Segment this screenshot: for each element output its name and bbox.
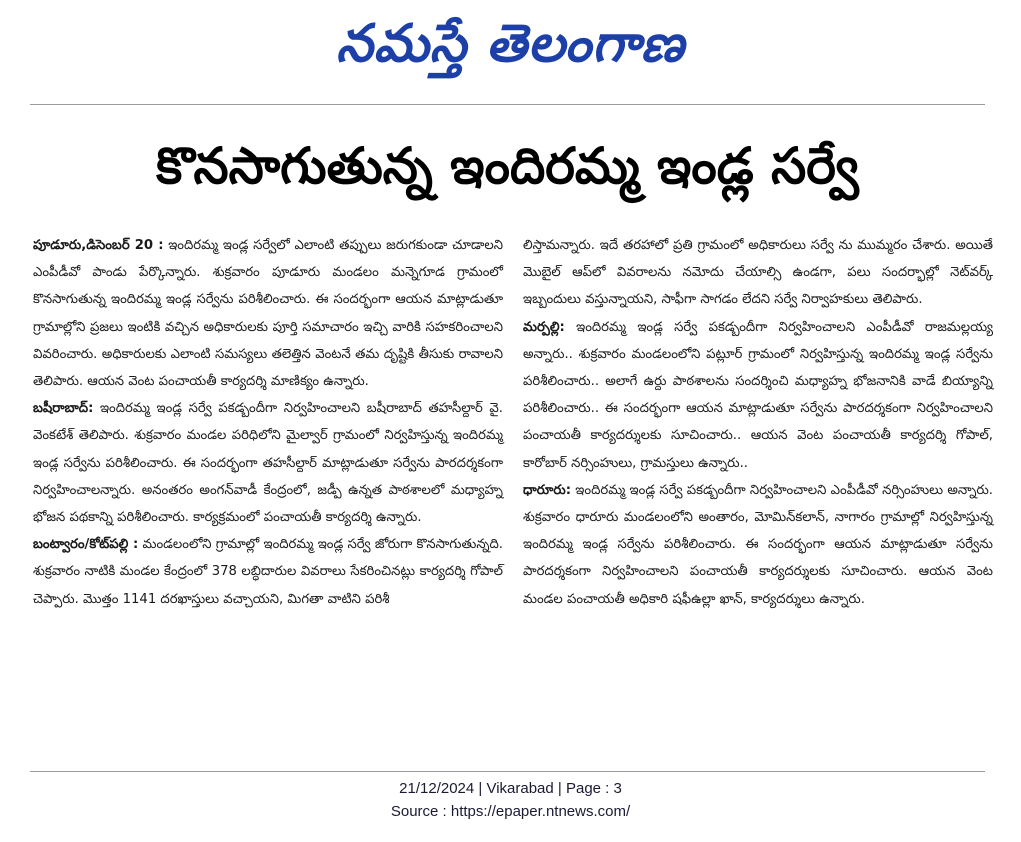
article-column-right: [523, 232, 993, 613]
dateline: పూడూరు,డిసెంబర్ 20 :: [33, 238, 164, 253]
newspaper-logo: నమస్తే తెలంగాణ: [336, 13, 685, 74]
article-paragraph: [33, 395, 503, 531]
article-paragraph: [523, 232, 993, 314]
bottom-divider: [30, 771, 985, 772]
paragraph-text: ఇందిరమ్మ ఇండ్ల సర్వే పకడ్బందీగా నిర్వహించాలని ఎంపీడీవో నర్సింహులు అన్నారు. శుక్రవారం ధారూరు మండలంలోని అంతారం, మోమిన్‌కలాన్, నాగారం గ్రామాల్లో నిర్వహిస్తున్న ఇందిరమ్మ ఇండ్ల సర్వేను పరిశీలించారు. ఈ సందర్భంగా ఆయన మాట్లాడుతూ సర్వేను పారదర్శకంగా నిర్వహించాలని పంచాయతీ కార్యదర్శులకు సూచించారు. ఆయన వెంట మండల పంచాయతీ అధికారి షఫీఉల్లా ఖాన్, కార్యదర్శులు ఉన్నారు.: [523, 482, 993, 607]
edition-info: 21/12/2024 | Vikarabad | Page : 3: [399, 780, 622, 797]
paragraph-text: మండలంలోని గ్రామాల్లో ఇందిరమ్మ ఇండ్ల సర్వే జోరుగా కొనసాగుతున్నది. శుక్రవారం నాటికి మండల కేంద్రంలో 378 లబ్ధిదారుల వివరాలు సేకరించినట్లు కార్యదర్శి గోపాల్ చెప్పారు. మొత్తం 1141 దరఖాస్తులు వచ్చాయని, మిగతా వాటిని పరిశీ: [33, 537, 503, 607]
source-link[interactable]: Source : https://epaper.ntnews.com/: [390, 803, 631, 820]
article-paragraph: [33, 531, 503, 613]
top-divider: [30, 104, 985, 105]
article-column-left: [33, 232, 503, 613]
place-label: బషీరాబాద్:: [33, 401, 94, 417]
article-headline: కొనసాగుతున్న ఇందిరమ్మ ఇండ్ల సర్వే: [156, 137, 859, 195]
paragraph-text: ఇందిరమ్మ ఇండ్ల సర్వే పకడ్బందీగా నిర్వహించాలని ఎంపీడీవో రాజమల్లయ్య అన్నారు.. శుక్రవారం మండలంలోని పట్లూర్ గ్రామంలో నిర్వహిస్తున్న ఇందిరమ్మ ఇండ్ల సర్వేను పరిశీలించారు.. అలాగే ఉర్దు పాఠశాలను సందర్శించి మధ్యాహ్న భోజనానికి వాడే బియ్యాన్ని పరిశీలించారు.. ఈ సందర్భంగా ఆయన మాట్లాడుతూ సర్వేను పారదర్శకంగా నిర్వహించాలని పంచాయతీ కార్యదర్శులకు సూచించారు.. ఆయన వెంట పంచాయతీ కార్యదర్శి గోపాల్, కారోబార్ నర్సింహులు, గ్రామస్తులు ఉన్నారు..: [523, 319, 993, 471]
paragraph-text: లిస్తామన్నారు. ఇదే తరహాలో ప్రతి గ్రామంలో అధికారులు సర్వే ను ముమ్మరం చేశారు. అయితే మొబైల్ ఆప్‌లో వివరాలను నమోదు చేయాల్సి ఉండగా, పలు సందర్భాల్లో నెట్‌వర్క్ ఇబ్బందులు వస్తున్నాయని, సాఫీగా సాగడం లేదని సర్వే నిర్వాహకులు తెలిపారు.: [523, 238, 993, 308]
article-paragraph: [523, 314, 993, 477]
place-label: మర్పల్లి:: [523, 319, 565, 335]
article-paragraph: [523, 477, 993, 613]
place-label: ధారూరు:: [523, 482, 572, 498]
masthead: [0, 0, 1021, 90]
paragraph-text: ఇందిరమ్మ ఇండ్ల సర్వేలో ఎలాంటి తప్పులు జరుగకుండా చూడాలని ఎంపీడీవో పాండు పేర్కొన్నారు. శుక్రవారం పూడూరు మండలం మన్నెగూడ గ్రామంలో కొనసాగుతున్న ఇందిరమ్మ ఇండ్ల సర్వేను పరిశీలించారు. ఈ సందర్భంగా ఆయన మాట్లాడుతూ గ్రామాల్లోని ప్రజలు ఇంటికి వచ్చిన అధికారులకు పూర్తి సమాచారం ఇచ్చి వారికి సహకరించాలని వివరించారు. అధికారులకు ఎలాంటి సమస్యలు తలెత్తిన వెంటనే తమ దృష్టికి తీసుకు రావాలని తెలిపారు. ఆయన వెంట పంచాయతీ కార్యదర్శి మాణిక్యం ఉన్నారు.: [33, 238, 503, 390]
place-label: బంట్వారం/కోట్‌పల్లి :: [33, 537, 139, 553]
article-paragraph: [33, 232, 503, 395]
paragraph-text: ఇందిరమ్మ ఇండ్ల సర్వే పకడ్బందీగా నిర్వహించాలని బషీరాబాద్ తహసీల్దార్ వై. వెంకటేశ్ తెలిపారు. శుక్రవారం మండల పరిధిలోని మైల్వార్ గ్రామంలో నిర్వహిస్తున్న ఇందిరమ్మ ఇండ్ల సర్వేను పరిశీలించారు. ఈ సందర్భంగా తహసీల్దార్ మాట్లాడుతూ సర్వేను పారదర్శకంగా నిర్వహించాలన్నారు. అనంతరం అంగన్‌వాడీ కేంద్రంలో, జడ్పీ ఉన్నత పాఠశాలలో మధ్యాహ్న భోజన పథకాన్ని పరిశీలించారు. కార్యక్రమంలో పంచాయతీ కార్యదర్శి ఉన్నారు.: [33, 401, 503, 526]
